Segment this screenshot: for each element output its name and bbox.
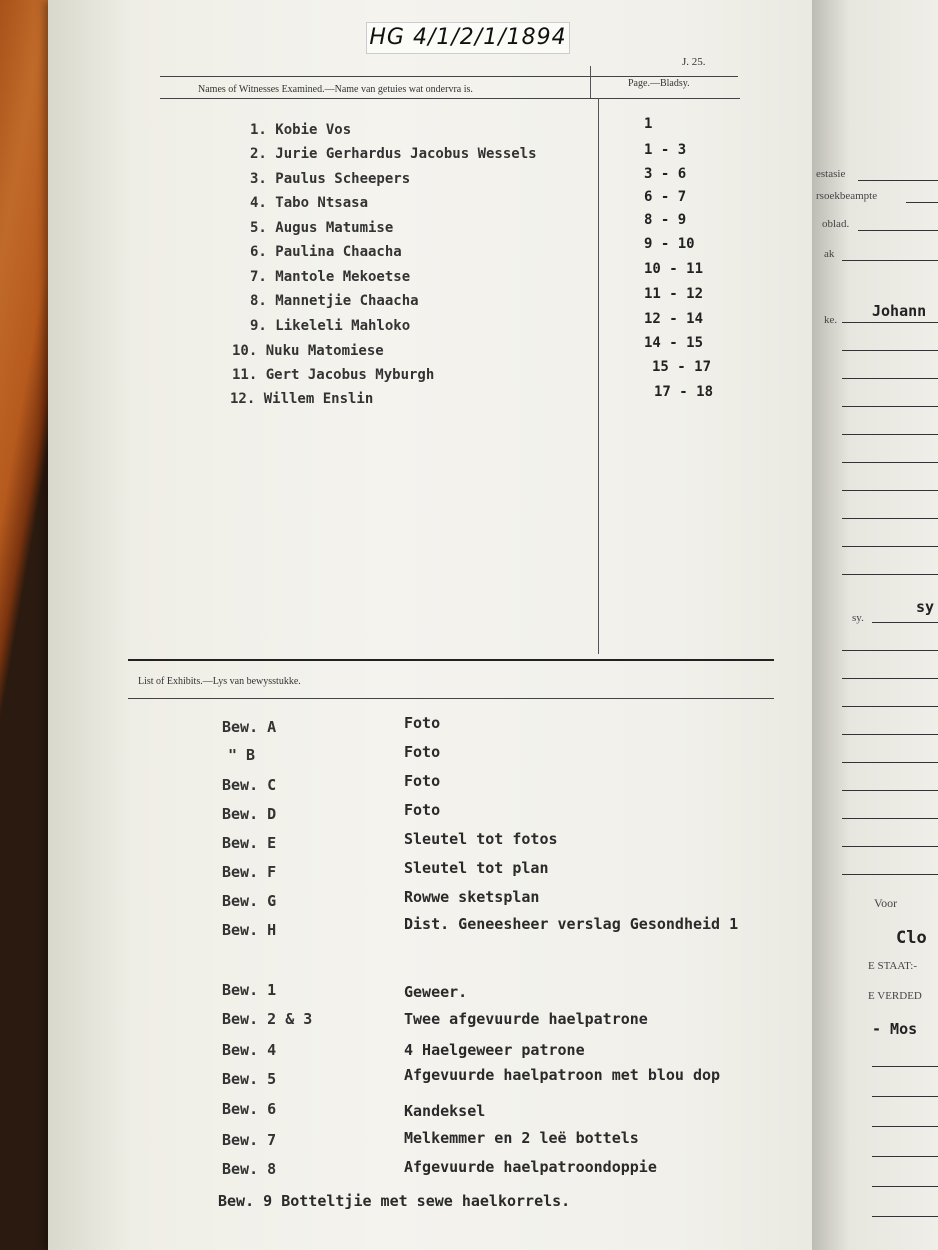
witness-page: 8 - 9 xyxy=(644,212,687,228)
exhibit-code: Bew. 6 xyxy=(222,1100,277,1118)
facing-label: sy. xyxy=(852,612,864,624)
witness-page: 10 - 11 xyxy=(644,261,704,277)
facing-label: E VERDED xyxy=(868,990,922,1002)
witness-header-divider xyxy=(590,66,591,98)
witness-header-page: Page.—Bladsy. xyxy=(628,78,690,89)
facing-value: Clo xyxy=(896,928,927,948)
witness-page: 6 - 7 xyxy=(644,189,687,205)
archive-reference-tag: HG 4/1/2/1/1894 xyxy=(366,22,570,54)
facing-page xyxy=(812,0,938,1250)
facing-label: estasie xyxy=(816,168,846,180)
facing-rule xyxy=(842,350,938,351)
exhibit-code: Bew. 1 xyxy=(222,981,277,999)
facing-rule xyxy=(842,734,938,735)
facing-label: E STAAT:- xyxy=(868,960,917,972)
exhibit-code: Bew. D xyxy=(222,805,277,823)
witness-name: 7. Mantole Mekoetse xyxy=(250,269,411,285)
witness-page: 9 - 10 xyxy=(644,236,695,252)
witness-name: 1. Kobie Vos xyxy=(250,122,352,138)
facing-rule xyxy=(872,1126,938,1127)
witness-page: 15 - 17 xyxy=(652,359,712,375)
facing-rule xyxy=(842,650,938,651)
exhibit-code: Bew. H xyxy=(222,921,277,939)
exhibit-description: 4 Haelgeweer patrone xyxy=(404,1041,585,1059)
witness-name: 4. Tabo Ntsasa xyxy=(250,195,369,211)
exhibit-description: Afgevuurde haelpatroon met blou dop xyxy=(404,1066,721,1084)
facing-rule xyxy=(872,1066,938,1067)
facing-value: - Mos xyxy=(872,1020,918,1038)
facing-label: ke. xyxy=(824,314,838,326)
witness-page: 1 - 3 xyxy=(644,142,687,158)
facing-rule xyxy=(842,322,938,323)
facing-rule xyxy=(842,518,938,519)
facing-rule xyxy=(842,706,938,707)
facing-rule xyxy=(842,678,938,679)
exhibits-header: List of Exhibits.—Lys van bewysstukke. xyxy=(138,676,301,687)
exhibit-description: Melkemmer en 2 leë bottels xyxy=(404,1129,639,1147)
facing-rule xyxy=(842,790,938,791)
exhibit-code: Bew. F xyxy=(222,863,277,881)
witness-name: 3. Paulus Scheepers xyxy=(250,171,411,187)
exhibits-header-rule xyxy=(128,698,774,699)
witness-name: 8. Mannetjie Chaacha xyxy=(250,293,419,309)
facing-label: ak xyxy=(824,248,835,260)
facing-rule xyxy=(872,622,938,623)
exhibit-code: Bew. 8 xyxy=(222,1160,277,1178)
document-page xyxy=(48,0,888,1250)
facing-rule xyxy=(842,378,938,379)
facing-rule xyxy=(842,434,938,435)
exhibit-last-row: Bew. 9 Botteltjie met sewe haelkorrels. xyxy=(218,1192,571,1210)
facing-rule xyxy=(858,180,938,181)
facing-name: Johann xyxy=(872,302,927,320)
exhibit-description: Twee afgevuurde haelpatrone xyxy=(404,1010,648,1028)
facing-rule xyxy=(858,230,938,231)
exhibit-description: Rowwe sketsplan xyxy=(404,888,540,906)
facing-label: Voor xyxy=(874,896,898,910)
facing-rule xyxy=(842,574,938,575)
facing-rule xyxy=(842,462,938,463)
facing-rule xyxy=(872,1216,938,1217)
exhibit-description: Kandeksel xyxy=(404,1102,486,1120)
witness-header-bottom-rule xyxy=(160,98,740,99)
witness-name: 5. Augus Matumise xyxy=(250,220,394,236)
witness-page: 1 xyxy=(644,116,653,132)
witness-name: 12. Willem Enslin xyxy=(230,391,374,407)
facing-rule xyxy=(842,260,938,261)
facing-rule xyxy=(842,762,938,763)
facing-rule xyxy=(842,546,938,547)
exhibit-code: Bew. C xyxy=(222,776,277,794)
facing-rule xyxy=(906,202,938,203)
exhibit-description: Dist. Geneesheer verslag Gesondheid 1 xyxy=(404,915,739,933)
witness-name: 10. Nuku Matomiese xyxy=(232,343,384,359)
exhibit-code: Bew. 7 xyxy=(222,1131,277,1149)
exhibit-code: Bew. 4 xyxy=(222,1041,277,1059)
exhibit-code: " B xyxy=(228,746,256,764)
exhibit-description: Afgevuurde haelpatroondoppie xyxy=(404,1158,657,1176)
exhibit-description: Foto xyxy=(404,801,441,819)
page-reference: J. 25. xyxy=(682,56,706,68)
witness-name: 9. Likeleli Mahloko xyxy=(250,318,411,334)
exhibit-description: Geweer. xyxy=(404,983,468,1001)
witness-name: 2. Jurie Gerhardus Jacobus Wessels xyxy=(250,146,537,162)
facing-rule xyxy=(842,490,938,491)
exhibit-description: Sleutel tot plan xyxy=(404,859,549,877)
facing-rule xyxy=(842,818,938,819)
witness-page: 11 - 12 xyxy=(644,286,704,302)
witness-header-top-rule xyxy=(160,76,738,77)
witness-column-divider xyxy=(598,98,599,654)
facing-label: rsoekbeampte xyxy=(816,190,878,202)
witness-page: 12 - 14 xyxy=(644,311,704,327)
facing-rule xyxy=(872,1096,938,1097)
witness-name: 6. Paulina Chaacha xyxy=(250,244,402,260)
facing-rule xyxy=(842,406,938,407)
witness-name: 11. Gert Jacobus Myburgh xyxy=(232,367,435,383)
facing-label: oblad. xyxy=(822,218,850,230)
exhibit-code: Bew. G xyxy=(222,892,277,910)
exhibit-code: Bew. 2 & 3 xyxy=(222,1010,313,1028)
exhibit-description: Foto xyxy=(404,772,441,790)
facing-rule xyxy=(842,846,938,847)
exhibit-code: Bew. A xyxy=(222,718,277,736)
witness-page: 17 - 18 xyxy=(654,384,714,400)
exhibits-top-rule xyxy=(128,659,774,661)
exhibit-description: Foto xyxy=(404,743,441,761)
witness-page: 14 - 15 xyxy=(644,335,704,351)
exhibit-code: Bew. 5 xyxy=(222,1070,277,1088)
facing-rule xyxy=(842,874,938,875)
exhibit-description: Sleutel tot fotos xyxy=(404,830,558,848)
exhibit-code: Bew. E xyxy=(222,834,277,852)
witness-header-names: Names of Witnesses Examined.—Name van getuies wat ondervra is. xyxy=(198,84,473,95)
witness-page: 3 - 6 xyxy=(644,166,687,182)
exhibit-description: Foto xyxy=(404,714,441,732)
facing-rule xyxy=(872,1186,938,1187)
facing-value: sy xyxy=(916,598,935,616)
facing-rule xyxy=(872,1156,938,1157)
